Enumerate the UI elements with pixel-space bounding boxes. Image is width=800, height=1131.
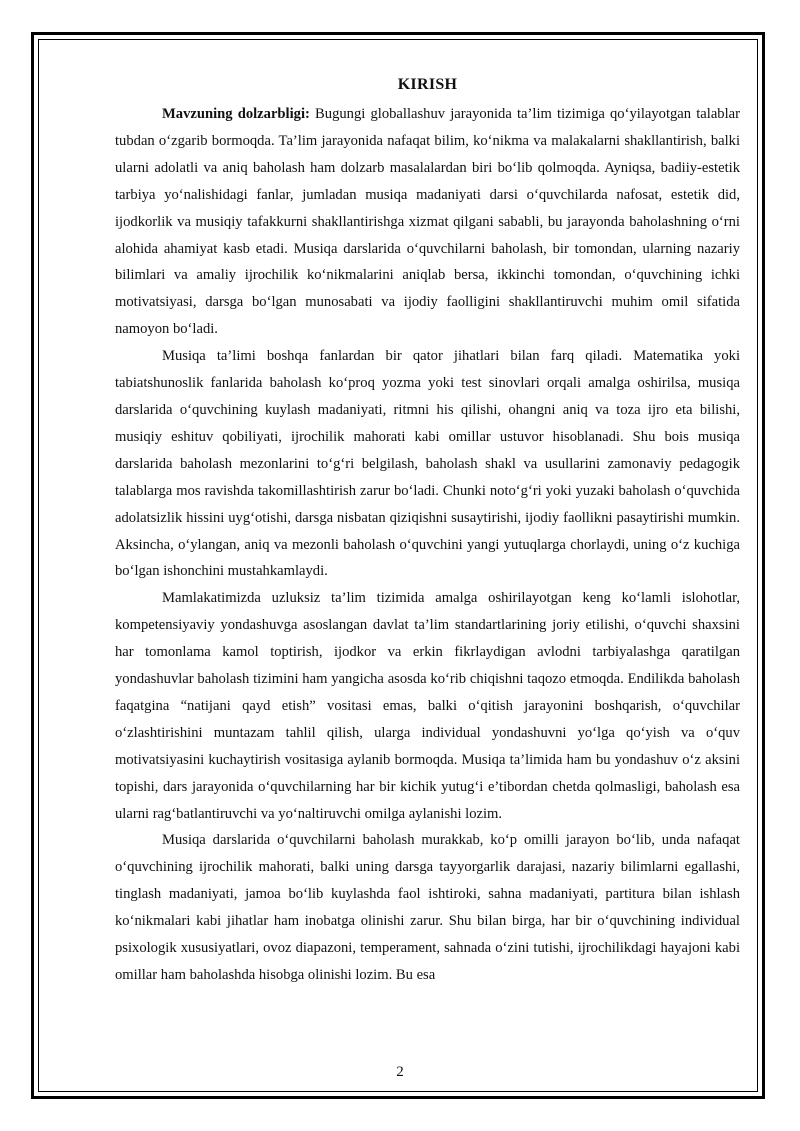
section-heading: KIRISH bbox=[397, 76, 458, 93]
paragraph-1 bbox=[115, 101, 740, 343]
intro-label: Mavzuning dolzarbligi: bbox=[162, 106, 310, 122]
paragraph-2: Musiqa ta’limi boshqa fanlardan bir qator jihatlari bilan farq qiladi. Matematika yoki tabiatshunoslik fanlarida baholash ko‘proq yozma yoki test sinovlari orqali amalga oshirilsa, musiqa darslarida o‘quvchining kuylash madaniyati, ritmni his qilishi, ohangni aniq va toza ijro eta bilishi, musiqiy eshituv qobiliyati, ijrochilik mahorati kabi omillar ustuvor hisoblanadi. Shu bois musiqa darslarida baholash mezonlarini to‘g‘ri belgilash, baholash shakl va usullarini zamonaviy pedagogik talablarga mos ravishda takomillashtirish zarur bo‘ladi. Chunki noto‘g‘ri yoki yuzaki baholash o‘quvchida adolatsizlik hissini uyg‘otishi, darsga nisbatan qiziqishni susaytirishi, ijodiy faollikni pasaytirishi mumkin. Aksincha, o‘ylangan, aniq va mezonli baholash o‘quvchini yangi yutuqlarga chorlaydi, uning o‘z kuchiga bo‘lgan ishonchini mustahkamlaydi. bbox=[115, 348, 740, 580]
page-number: 2 bbox=[396, 1064, 404, 1080]
document-body bbox=[115, 74, 740, 989]
paragraph-3: Mamlakatimizda uzluksiz ta’lim tizimida amalga oshirilayotgan keng ko‘lamli islohotlar, kompetensiyaviy yondashuvga asoslangan davlat ta’lim standartlarining joriy etilishi, o‘quvchi shaxsini har tomonlama kamol toptirish, ijodkor va erkin fikrlaydigan avlodni tarbiyalashga qaratilgan yondashuvlar baholash tizimini ham yangicha asosda ko‘rib chiqishni taqozo etmoqda. Endilikda baholash faqatgina “natijani qayd etish” vositasi emas, balki o‘qitish jarayonini boshqarish, o‘quvchilar o‘zlashtirishini muntazam tahlil qilish, ularga individual yondashuvni yo‘lga qo‘yish va o‘quv motivatsiyasini kuchaytirish vositasiga aylanib bormoqda. Musiqa ta’limida ham bu yondashuv o‘z aksini topishi, dars jarayonida o‘quvchilarning har bir kichik yutug‘i e’tibordan chetda qolmasligi, baholash esa ularni rag‘batlantiruvchi va yo‘naltiruvchi omilga aylanishi lozim. bbox=[115, 590, 740, 822]
paragraph-4: Musiqa darslarida o‘quvchilarni baholash murakkab, ko‘p omilli jarayon bo‘lib, unda nafaqat o‘quvchining ijrochilik mahorati, balki uning darsga tayyorgarlik darajasi, nazariy bilimlarni egallashi, tinglash madaniyati, jamoa bo‘lib kuylashda faol ishtiroki, sahna madaniyati, partitura bilan ishlash ko‘nikmalari kabi jihatlar ham inobatga olinishi zarur. Shu bilan birga, har bir o‘quvchining individual psixologik xususiyatlari, ovoz diapazoni, temperament, sahnada o‘zini tutishi, ijrochilikdagi hayajoni kabi omillar ham baholashda hisobga olinishi lozim. Bu esa bbox=[115, 832, 740, 983]
paragraph-1-text: Bugungi globallashuv jarayonida ta’lim tizimiga qo‘yilayotgan talablar tubdan o‘zgarib bormoqda. Ta’lim jarayonida nafaqat bilim, ko‘nikma va malakalarni shakllantirish, balki ularni adolatli va aniq baholash ham dolzarb masalalardan biri bo‘lib qolmoqda. Ayniqsa, badiiy-estetik tarbiya yo‘nalishidagi fanlar, jumladan musiqa madaniyati darsi o‘quvchilarda nafosat, estetik did, ijodkorlik va musiqiy tafakkurni shakllantirishga xizmat qilgani sababli, bu jarayonda baholashning o‘rni alohida ahamiyat kasb etadi. Musiqa darslarida o‘quvchilarni baholash, bir tomondan, ularning nazariy bilimlari va amaliy ijrochilik ko‘nikmalarini aniqlab bersa, ikkinchi tomondan, o‘quvchining ichki motivatsiyasi, darsga bo‘lgan munosabati va ijodiy faolligini shakllantiruvchi muhim omil sifatida namoyon bo‘ladi. bbox=[115, 106, 740, 338]
